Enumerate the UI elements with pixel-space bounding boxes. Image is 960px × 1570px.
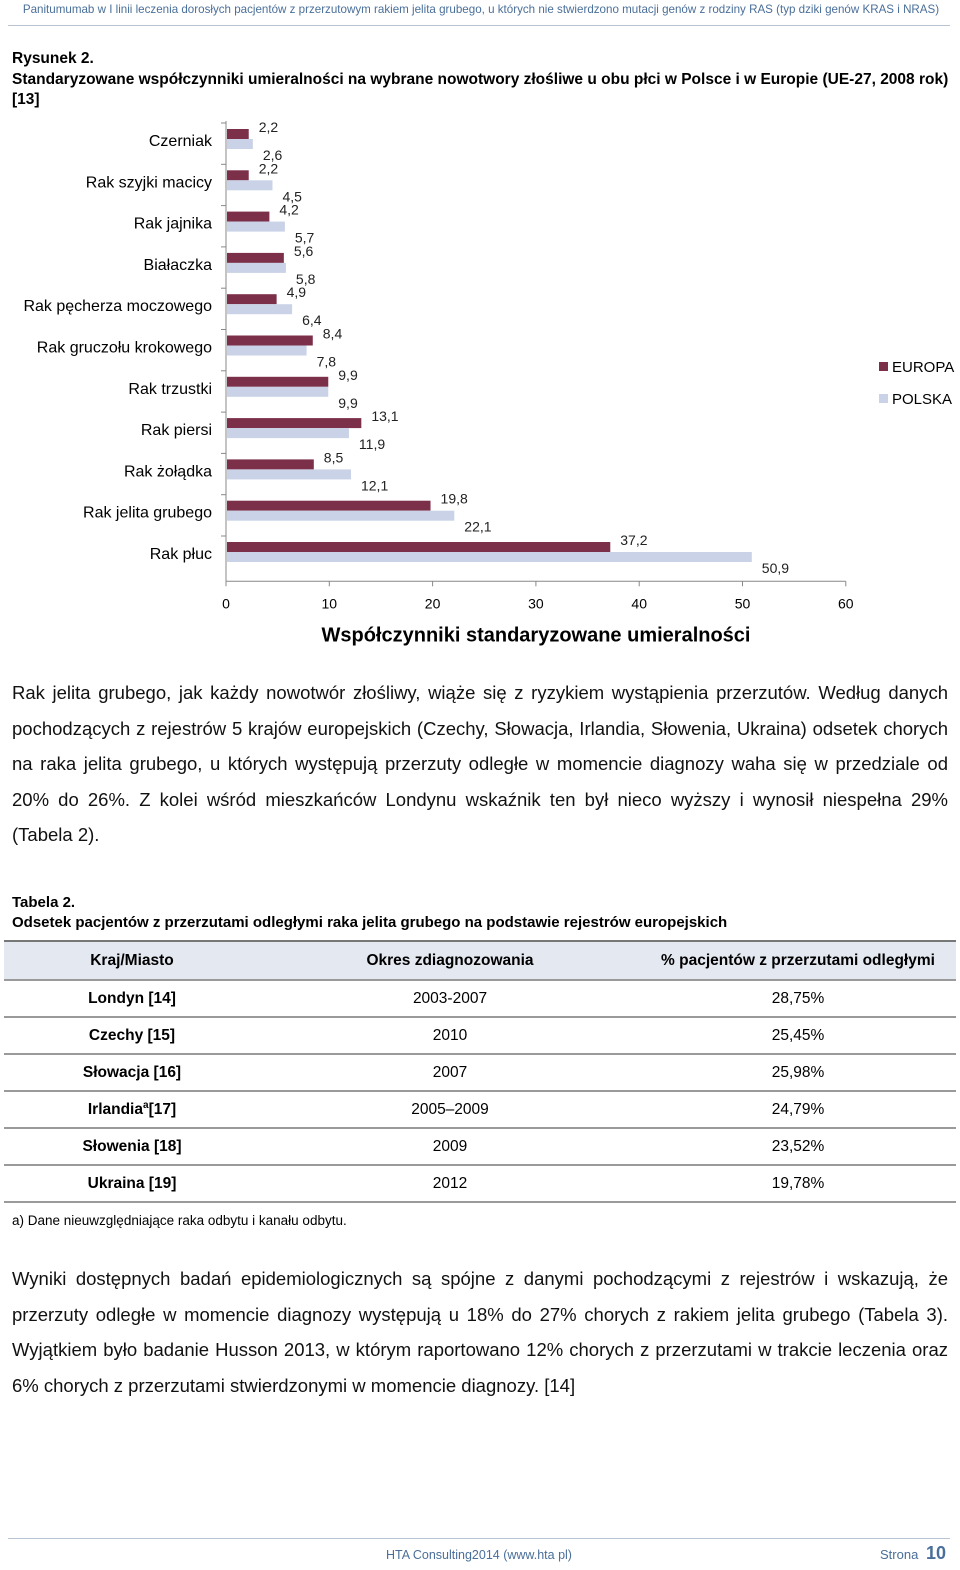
footer-divider <box>8 1538 950 1539</box>
category-label: Rak jajnika <box>133 215 212 233</box>
data-label-polska: 12,1 <box>360 477 389 494</box>
category-label: Rak gruczołu krokowego <box>36 339 212 357</box>
bar-europa <box>227 212 269 222</box>
cell-country: Słowacja [16] <box>4 1054 260 1091</box>
x-tick-label: 30 <box>528 595 544 612</box>
table-row <box>4 1091 956 1128</box>
cell-country: Londyn [14] <box>4 980 260 1017</box>
x-tick-label: 10 <box>321 595 338 612</box>
bar-europa <box>227 501 431 511</box>
legend-label-europa: EUROPA <box>892 359 955 376</box>
data-label-europa: 8,4 <box>322 325 343 342</box>
cell-country <box>4 1091 260 1128</box>
category-label: Rak pęcherza moczowego <box>23 298 212 316</box>
bar-polska <box>227 469 351 479</box>
category-label: Rak szyjki macicy <box>85 174 212 192</box>
category-label: Rak piersi <box>140 422 212 440</box>
bar-europa <box>227 377 328 387</box>
table-row <box>4 1054 956 1091</box>
bar-europa <box>227 253 284 263</box>
legend-swatch-polska <box>879 394 888 403</box>
column-header-country: Kraj/Miasto <box>4 941 260 980</box>
paragraph-metastases-intro: Rak jelita grubego, jak każdy nowotwór złośliwy, wiąże się z ryzykiem wystąpienia przerzutów. Według danych pochodzących z rejestrów 5 krajów europejskich (Czechy, Słowacja, Irlandia, Słowenia, Ukraina) odsetek chorych na raka jelita grubego, u których występują przerzuty odległe w momencie diagnozy waha się w przedziale od 20% do 26%. Z kolei wśród mieszkańców Londynu wskaźnik ten był nieco wyższy i wynosił niespełna 29% (Tabela 2). <box>12 682 948 845</box>
data-label-polska: 7,8 <box>316 353 337 370</box>
data-label-polska: 50,9 <box>761 560 790 576</box>
running-header: Panitumumab w I linii leczenia dorosłych pacjentów z przerzutowym rakiem jelita grubego, u których nie stwierdzono mutacji genów z rodziny RAS (typ dziki genów KRAS i NRAS) <box>22 3 940 16</box>
bar-polska <box>227 263 286 273</box>
x-tick-label: 0 <box>222 595 230 612</box>
bar-polska <box>227 180 272 190</box>
bar-polska <box>227 511 454 521</box>
table-row <box>4 1165 956 1202</box>
cell-country-ref: [17] <box>148 1101 177 1119</box>
bar-europa <box>227 418 361 428</box>
table-row <box>4 1128 956 1165</box>
footer-page-word: Strona <box>880 1547 919 1562</box>
table-row <box>4 980 956 1017</box>
legend-label-polska: POLSKA <box>892 391 953 408</box>
data-label-polska: 5,7 <box>294 229 315 246</box>
bar-europa <box>227 336 313 346</box>
cell-percent: 23,52% <box>640 1128 956 1165</box>
cell-period: 2010 <box>260 1017 640 1054</box>
cell-period: 2003-2007 <box>260 980 640 1017</box>
cell-country: Czechy [15] <box>4 1017 260 1054</box>
data-label-europa: 37,2 <box>620 532 648 548</box>
data-label-europa: 9,9 <box>338 366 358 383</box>
table-row <box>4 1017 956 1054</box>
mortality-bar-chart <box>0 115 960 650</box>
data-label-polska: 6,4 <box>302 312 322 329</box>
category-label: Rak żołądka <box>123 463 212 481</box>
cell-country: Ukraina [19] <box>4 1165 260 1202</box>
category-label: Rak trzustki <box>128 380 212 398</box>
category-label: Rak płuc <box>149 546 212 563</box>
bar-europa <box>227 129 249 139</box>
cell-percent: 24,79% <box>640 1091 956 1128</box>
bar-polska <box>227 428 349 438</box>
data-label-europa: 2,2 <box>258 119 279 135</box>
data-label-europa: 19,8 <box>440 490 468 507</box>
metastases-table <box>4 940 956 1203</box>
cell-period: 2009 <box>260 1128 640 1165</box>
cell-country: Słowenia [18] <box>4 1128 260 1165</box>
figure-label: Rysunek 2. <box>12 50 94 67</box>
bar-polska <box>227 346 307 356</box>
bar-polska <box>227 387 328 397</box>
footer-company: HTA Consulting2014 (www.hta pl) <box>386 1548 572 1562</box>
data-label-polska: 22,1 <box>464 518 492 535</box>
table-header-row <box>4 941 956 980</box>
data-label-polska: 11,9 <box>358 436 386 453</box>
data-label-europa: 4,2 <box>279 201 299 218</box>
cell-period: 2007 <box>260 1054 640 1091</box>
data-label-polska: 2,6 <box>262 147 283 163</box>
x-axis-title: Współczynniki standaryzowane umieralności <box>321 624 751 647</box>
cell-percent: 19,78% <box>640 1165 956 1202</box>
table-caption: Odsetek pacjentów z przerzutami odległymi raka jelita grubego na podstawie rejestrów europejskich <box>12 914 728 931</box>
data-label-polska: 4,5 <box>282 188 302 205</box>
cell-percent: 28,75% <box>640 980 956 1017</box>
table-label: Tabela 2. <box>12 894 76 911</box>
cell-country-name: Irlandia <box>87 1101 143 1119</box>
data-label-polska: 9,9 <box>338 394 358 411</box>
category-label: Białaczka <box>143 256 212 274</box>
cell-period: 2012 <box>260 1165 640 1202</box>
data-label-europa: 5,6 <box>293 242 314 259</box>
bar-europa <box>227 170 249 180</box>
bar-polska <box>227 304 292 314</box>
column-header-period: Okres zdiagnozowania <box>260 941 640 980</box>
cell-percent: 25,98% <box>640 1054 956 1091</box>
x-tick-label: 20 <box>424 595 441 612</box>
data-label-europa: 2,2 <box>258 160 279 177</box>
column-header-percent: % pacjentów z przerzutami odległymi <box>640 941 956 980</box>
bar-europa <box>227 542 610 552</box>
cell-period: 2005–2009 <box>260 1091 640 1128</box>
data-label-europa: 13,1 <box>371 408 399 425</box>
table-footnote: a) Dane nieuwzględniające raka odbytu i kanału odbytu. <box>12 1213 347 1228</box>
bar-polska <box>227 222 285 232</box>
data-label-europa: 4,9 <box>286 284 307 301</box>
bar-europa <box>227 294 277 304</box>
legend-swatch-europa <box>879 362 888 371</box>
page-number: 10 <box>926 1543 947 1563</box>
x-tick-label: 60 <box>838 595 854 612</box>
x-tick-label: 40 <box>631 595 647 612</box>
bar-polska <box>227 552 752 562</box>
bar-europa <box>227 459 314 469</box>
bar-polska <box>227 139 253 149</box>
category-label: Rak jelita grubego <box>83 504 212 522</box>
cell-percent: 25,45% <box>640 1017 956 1054</box>
figure-caption: Standaryzowane współczynniki umieralności na wybrane nowotwory złośliwe u obu płci w Polsce i w Europie (UE-27, 2008 rok) [13] <box>12 71 949 108</box>
data-label-polska: 5,8 <box>295 270 316 287</box>
x-tick-label: 50 <box>734 595 751 612</box>
category-label: Czerniak <box>148 133 212 150</box>
footnote-marker: a <box>143 1099 149 1111</box>
paragraph-epidemiology: Wyniki dostępnych badań epidemiologicznych są spójne z danymi pochodzącymi z rejestrów i wskazują, że przerzuty odległe w momencie diagnozy występują u 18% do 27% chorych z rakiem jelita grubego (Tabela 3). Wyjątkiem było badanie Husson 2013, w którym raportowano 12% chorych z przerzutami w trakcie leczenia oraz 6% chorych z przerzutami stwierdzonymi w momencie diagnozy. [14] <box>12 1268 948 1396</box>
header-divider <box>8 25 950 26</box>
data-label-europa: 8,5 <box>323 449 344 466</box>
